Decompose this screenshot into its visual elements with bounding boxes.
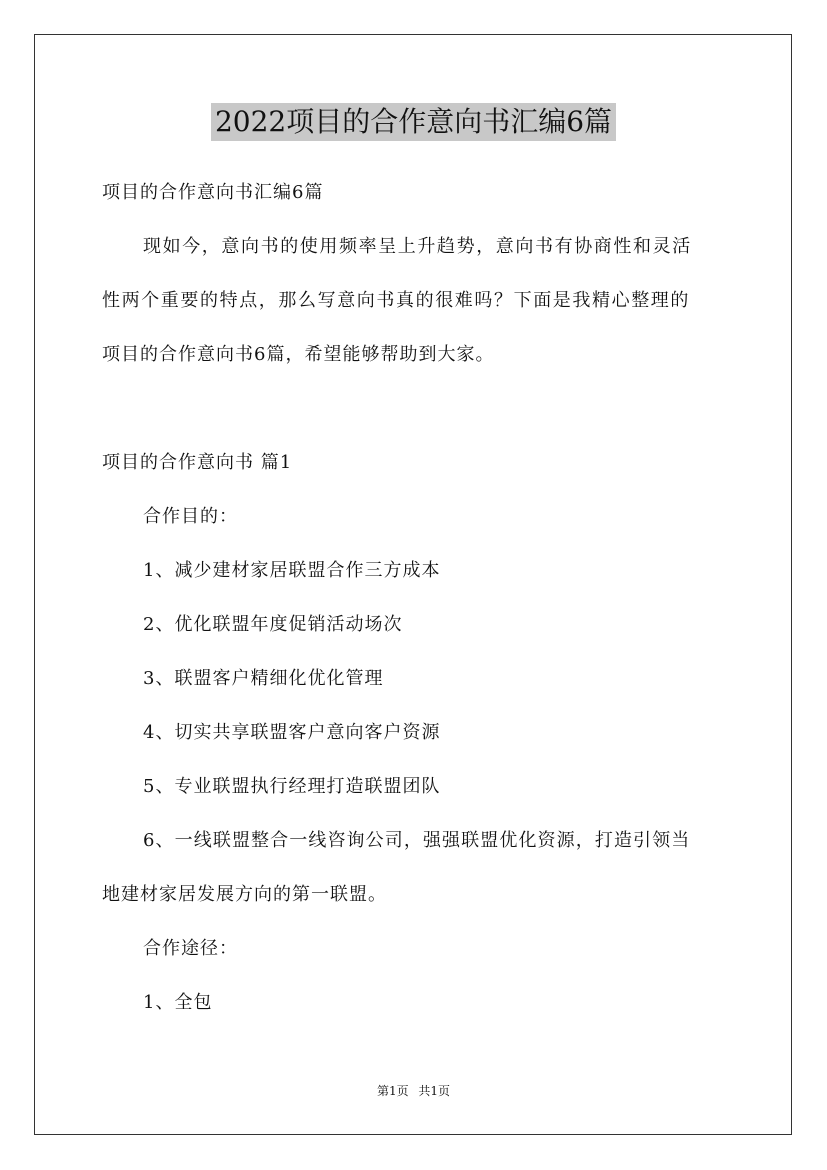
paragraph-line: 现如今，意向书的使用频率呈上升趋势，意向书有协商性和灵活 — [143, 236, 692, 257]
section-label: 合作途径： — [143, 938, 238, 959]
section-heading: 项目的合作意向书 篇1 — [102, 452, 293, 473]
page-number: 第1页 — [376, 1084, 409, 1098]
title-wrap — [0, 103, 827, 141]
section-label: 合作目的： — [143, 506, 238, 527]
list-item: 5、专业联盟执行经理打造联盟团队 — [143, 776, 441, 797]
document-title: 2022项目的合作意向书汇编6篇 — [211, 103, 616, 141]
list-item: 1、减少建材家居联盟合作三方成本 — [143, 560, 441, 581]
subtitle-line: 项目的合作意向书汇编6篇 — [102, 182, 324, 203]
list-item: 2、优化联盟年度促销活动场次 — [143, 614, 403, 635]
list-item: 3、联盟客户精细化优化管理 — [143, 668, 384, 689]
page-total: 共1页 — [418, 1084, 451, 1098]
list-item-continuation: 地建材家居发展方向的第一联盟。 — [102, 884, 387, 905]
page-footer — [0, 1083, 827, 1099]
paragraph-line: 项目的合作意向书6篇，希望能够帮助到大家。 — [102, 344, 495, 365]
list-item: 4、切实共享联盟客户意向客户资源 — [143, 722, 441, 743]
paragraph-line: 性两个重要的特点，那么写意向书真的很难吗？下面是我精心整理的 — [102, 290, 690, 311]
list-item: 6、一线联盟整合一线咨询公司，强强联盟优化资源，打造引领当 — [143, 830, 691, 851]
list-item: 1、全包 — [143, 992, 213, 1013]
